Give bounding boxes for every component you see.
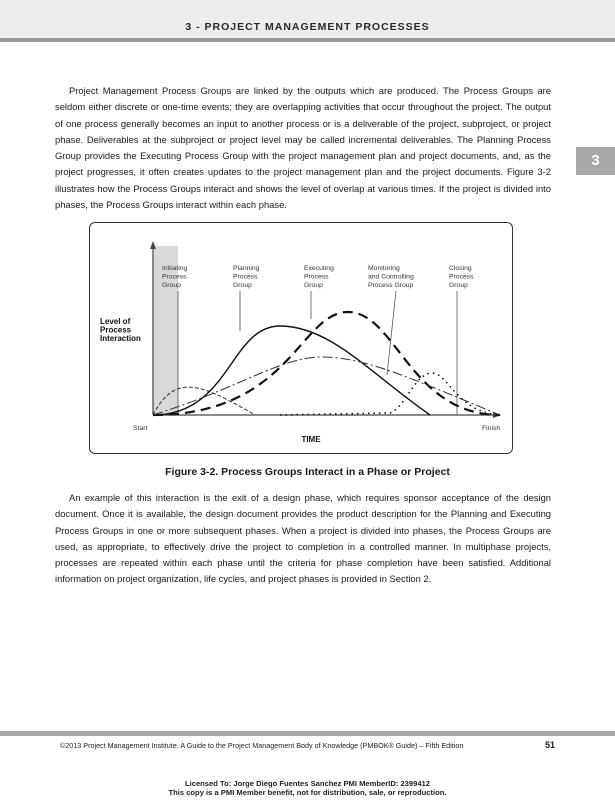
executing-curve [153,312,500,415]
license-line-1: Licensed To: Jorge Diego Fuentes Sanchez PMI MemberID: 2399412 [184,779,431,788]
finish-label: Finish [482,425,501,432]
process-interaction-diagram [90,223,514,455]
chapter-title: 3 - PROJECT MANAGEMENT PROCESSES [185,21,430,33]
license-line-2: This copy is a PMI Member benefit, not for distribution, sale, or reproduction. [168,787,447,797]
start-label: Start [133,425,148,432]
license-notice [0,780,615,797]
y-axis-arrow [150,241,156,249]
y-axis-label: Level of Process Interaction [100,317,141,343]
footer-rule [0,731,615,736]
label-closing: Closing Process Group [449,265,474,289]
monitoring-curve [153,357,500,415]
label-planning: Planning Process Group [233,265,260,289]
page-number: 51 [544,740,555,750]
figure-process-group-interaction [89,222,513,454]
page-header [0,0,615,42]
label-monitoring: Monitoring and Controlling Process Group [368,265,414,289]
label-initiating: Initiating Process Group [162,265,188,289]
monitoring-pointer [387,291,396,375]
x-axis-label: TIME [301,435,321,444]
body-paragraph-1: Project Management Process Groups are linked by the outputs which are produced. The Process Groups are seldom either discrete or one-time events; they are overlapping activities that occur throughout the project. The output of one process generally becomes an input to another process or is a deliverable of the project, subproject, or project phase. Deliverables at the subproject or project level may be called incremental deliverables. The Planning Process Group provides the Executing Process Group with the project management plan and project documents, and, as the project progresses, it often creates updates to the project management plan and the project documents. Figure 3-2 illustrates how the Process Groups interact and shows the level of overlap at various times. If the project is divided into phases, the Process Groups interact within each phase. [55,85,551,211]
section-tab: 3 [576,147,615,175]
label-executing: Executing Process Group [304,265,334,289]
body-paragraph-2: An example of this interaction is the exit of a design phase, which requires sponsor acceptance of the design document. Once it is available, the design document provides the product description for the Planning and Executing Process Groups in one or more subsequent phases. When a project is divided into phases, the Process Groups are used, as appropriate, to effectively drive the project to completion in a controlled manner. In multiphase projects, processes are repeated within each phase until the criteria for phase completion have been satisfied. Additional information on project organization, life cycles, and project phases is provided in Section 2. [55,492,551,585]
figure-caption: Figure 3-2. Process Groups Interact in a Phase or Project [165,466,450,478]
copyright-footer: ©2013 Project Management Institute. A Guide to the Project Management Body of Knowledge (PMBOK® Guide) – Fifth Edition [60,741,464,750]
